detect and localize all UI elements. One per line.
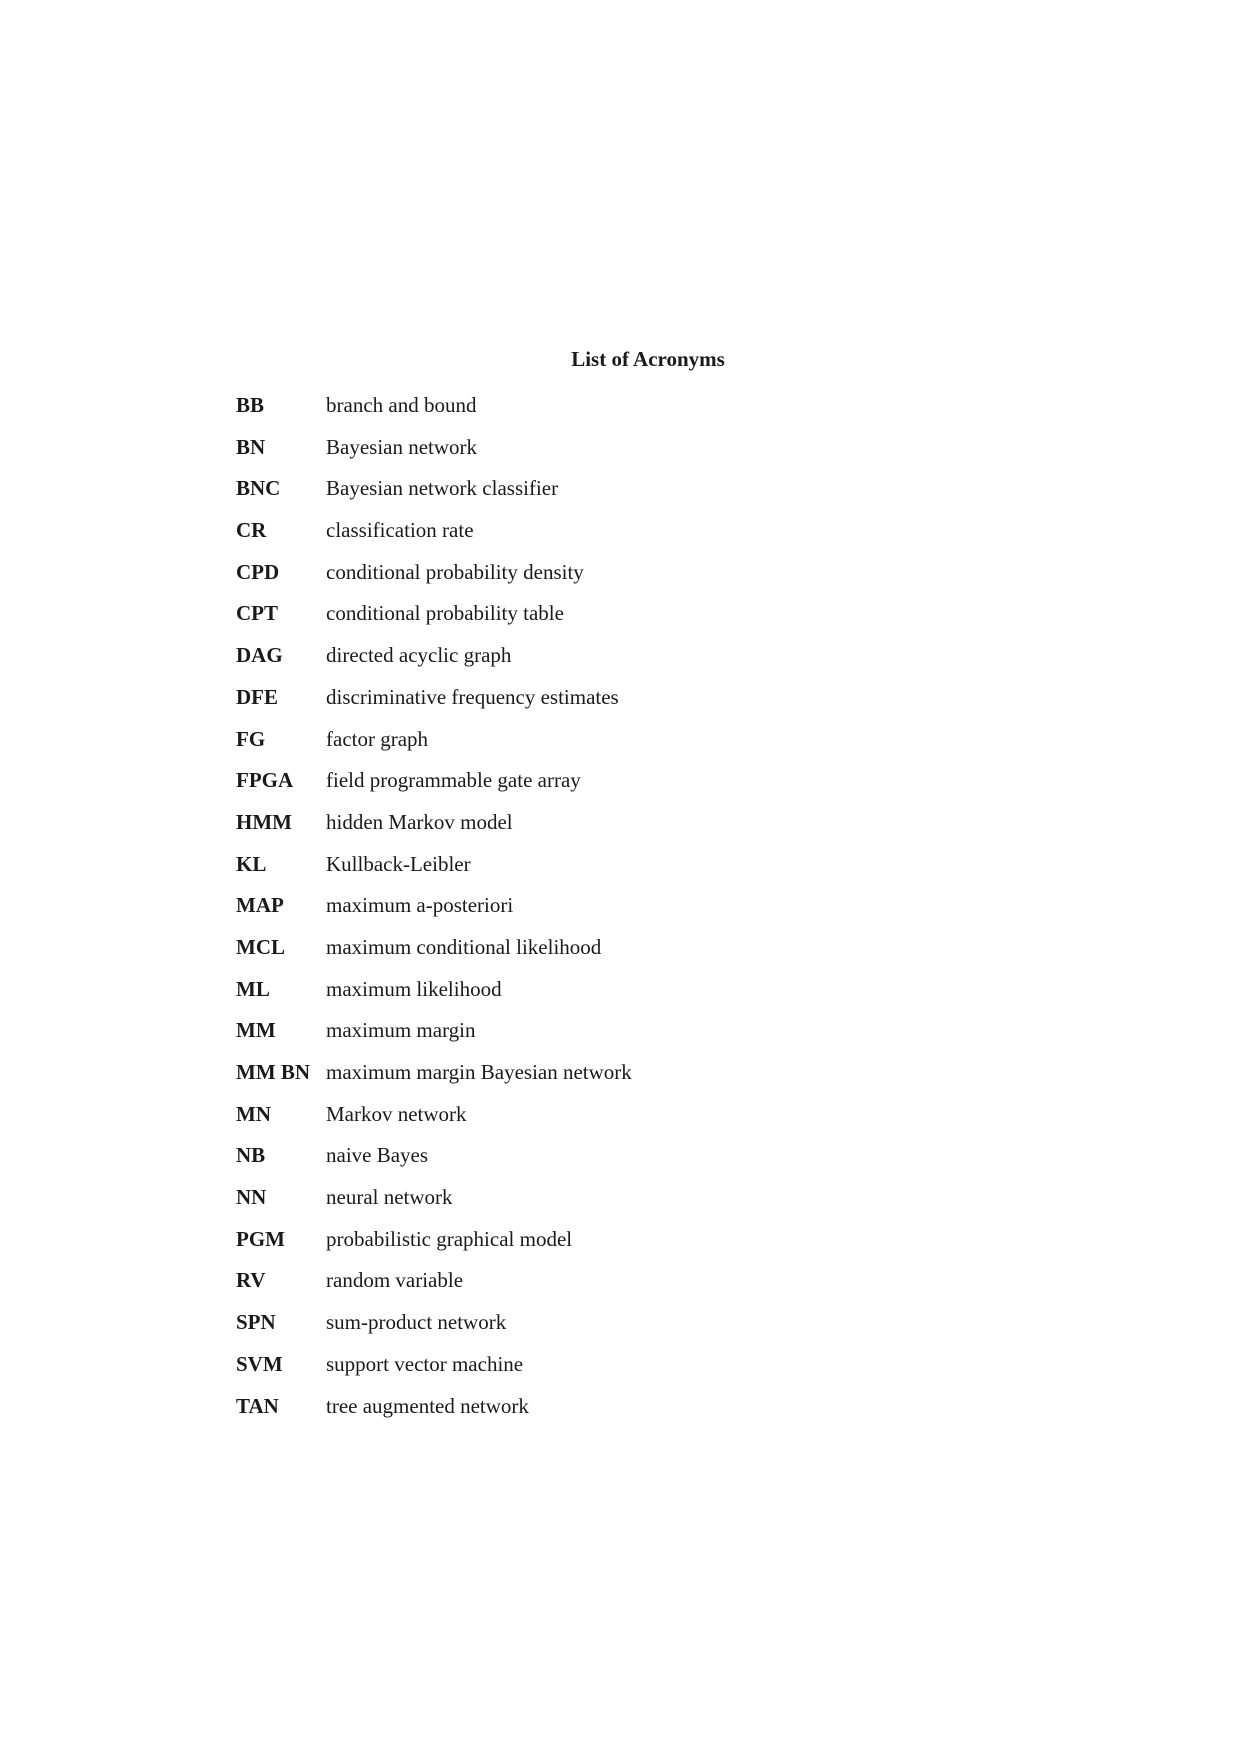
acronym-definition: support vector machine bbox=[326, 1351, 524, 1376]
acronym-definition: directed acyclic graph bbox=[326, 643, 512, 668]
acronym-row bbox=[236, 596, 1036, 638]
acronym-term: MM bbox=[236, 1018, 276, 1043]
acronym-row bbox=[236, 972, 1036, 1014]
acronym-term: MCL bbox=[236, 934, 285, 959]
acronym-definition: Kullback-Leibler bbox=[326, 851, 471, 876]
acronym-definition: field programmable gate array bbox=[326, 768, 581, 793]
acronym-term: TAN bbox=[236, 1393, 279, 1418]
acronym-definition: tree augmented network bbox=[326, 1393, 529, 1418]
acronym-term: DAG bbox=[236, 643, 283, 668]
acronym-row bbox=[236, 1055, 1036, 1097]
acronym-row bbox=[236, 555, 1036, 597]
acronym-row bbox=[236, 930, 1036, 972]
acronym-definition: hidden Markov model bbox=[326, 809, 513, 834]
acronym-row bbox=[236, 680, 1036, 722]
page-title: List of Acronyms bbox=[571, 347, 725, 371]
acronym-definition: Bayesian network bbox=[326, 434, 478, 459]
acronym-definition: conditional probability table bbox=[326, 601, 564, 626]
acronym-row bbox=[236, 1347, 1036, 1389]
acronym-row bbox=[236, 763, 1036, 805]
acronym-term: MM BN bbox=[236, 1060, 311, 1084]
acronym-row bbox=[236, 722, 1036, 764]
acronym-term: BNC bbox=[236, 476, 281, 501]
acronym-term: CPD bbox=[236, 559, 280, 584]
acronym-row bbox=[236, 1138, 1036, 1180]
acronym-row bbox=[236, 638, 1036, 680]
acronym-definition: probabilistic graphical model bbox=[326, 1226, 573, 1251]
acronym-definition: factor graph bbox=[326, 726, 429, 751]
acronym-row bbox=[236, 1389, 1036, 1431]
acronym-row bbox=[236, 430, 1036, 472]
acronym-definition: Markov network bbox=[326, 1101, 467, 1126]
acronym-definition: maximum likelihood bbox=[326, 976, 502, 1001]
acronym-definition: branch and bound bbox=[326, 393, 477, 417]
acronym-term: CPT bbox=[236, 601, 278, 626]
acronym-list bbox=[236, 388, 1036, 1430]
acronym-term: KL bbox=[236, 851, 267, 876]
acronym-term: MAP bbox=[236, 893, 284, 918]
acronym-term: CR bbox=[236, 518, 267, 543]
acronym-row bbox=[236, 888, 1036, 930]
acronym-definition: naive Bayes bbox=[326, 1143, 429, 1168]
acronym-term: MN bbox=[236, 1101, 271, 1126]
acronym-row bbox=[236, 388, 1036, 430]
acronym-term: FG bbox=[236, 726, 266, 751]
acronym-row bbox=[236, 1222, 1036, 1264]
acronym-definition: maximum a-posteriori bbox=[326, 893, 514, 918]
acronym-definition: neural network bbox=[326, 1185, 453, 1210]
acronym-row bbox=[236, 1263, 1036, 1305]
acronym-term: FPGA bbox=[236, 768, 294, 793]
acronym-row bbox=[236, 513, 1036, 555]
acronym-definition: conditional probability density bbox=[326, 559, 584, 584]
acronym-term: NN bbox=[236, 1185, 267, 1210]
acronym-term: DFE bbox=[236, 684, 278, 709]
acronym-term: ML bbox=[236, 976, 270, 1001]
acronym-term: RV bbox=[236, 1268, 266, 1293]
acronym-row bbox=[236, 1013, 1036, 1055]
acronym-term: HMM bbox=[236, 809, 292, 834]
acronym-term: BN bbox=[236, 434, 266, 459]
acronym-term: BB bbox=[236, 393, 265, 417]
acronym-term: SPN bbox=[236, 1310, 276, 1335]
acronym-term: NB bbox=[236, 1143, 266, 1168]
acronym-definition: sum-product network bbox=[326, 1310, 507, 1335]
acronym-row bbox=[236, 1097, 1036, 1139]
acronym-row bbox=[236, 847, 1036, 889]
acronym-definition: maximum margin Bayesian network bbox=[326, 1060, 632, 1084]
acronym-term: SVM bbox=[236, 1351, 283, 1376]
acronym-definition: classification rate bbox=[326, 518, 474, 543]
acronym-definition: Bayesian network classifier bbox=[326, 476, 559, 501]
acronym-definition: discriminative frequency estimates bbox=[326, 684, 619, 709]
acronym-row bbox=[236, 1180, 1036, 1222]
acronym-row bbox=[236, 805, 1036, 847]
acronym-term: PGM bbox=[236, 1226, 285, 1251]
acronym-definition: maximum conditional likelihood bbox=[326, 934, 602, 959]
acronym-definition: maximum margin bbox=[326, 1018, 476, 1043]
acronym-row bbox=[236, 1305, 1036, 1347]
acronym-row bbox=[236, 471, 1036, 513]
acronym-definition: random variable bbox=[326, 1268, 464, 1293]
